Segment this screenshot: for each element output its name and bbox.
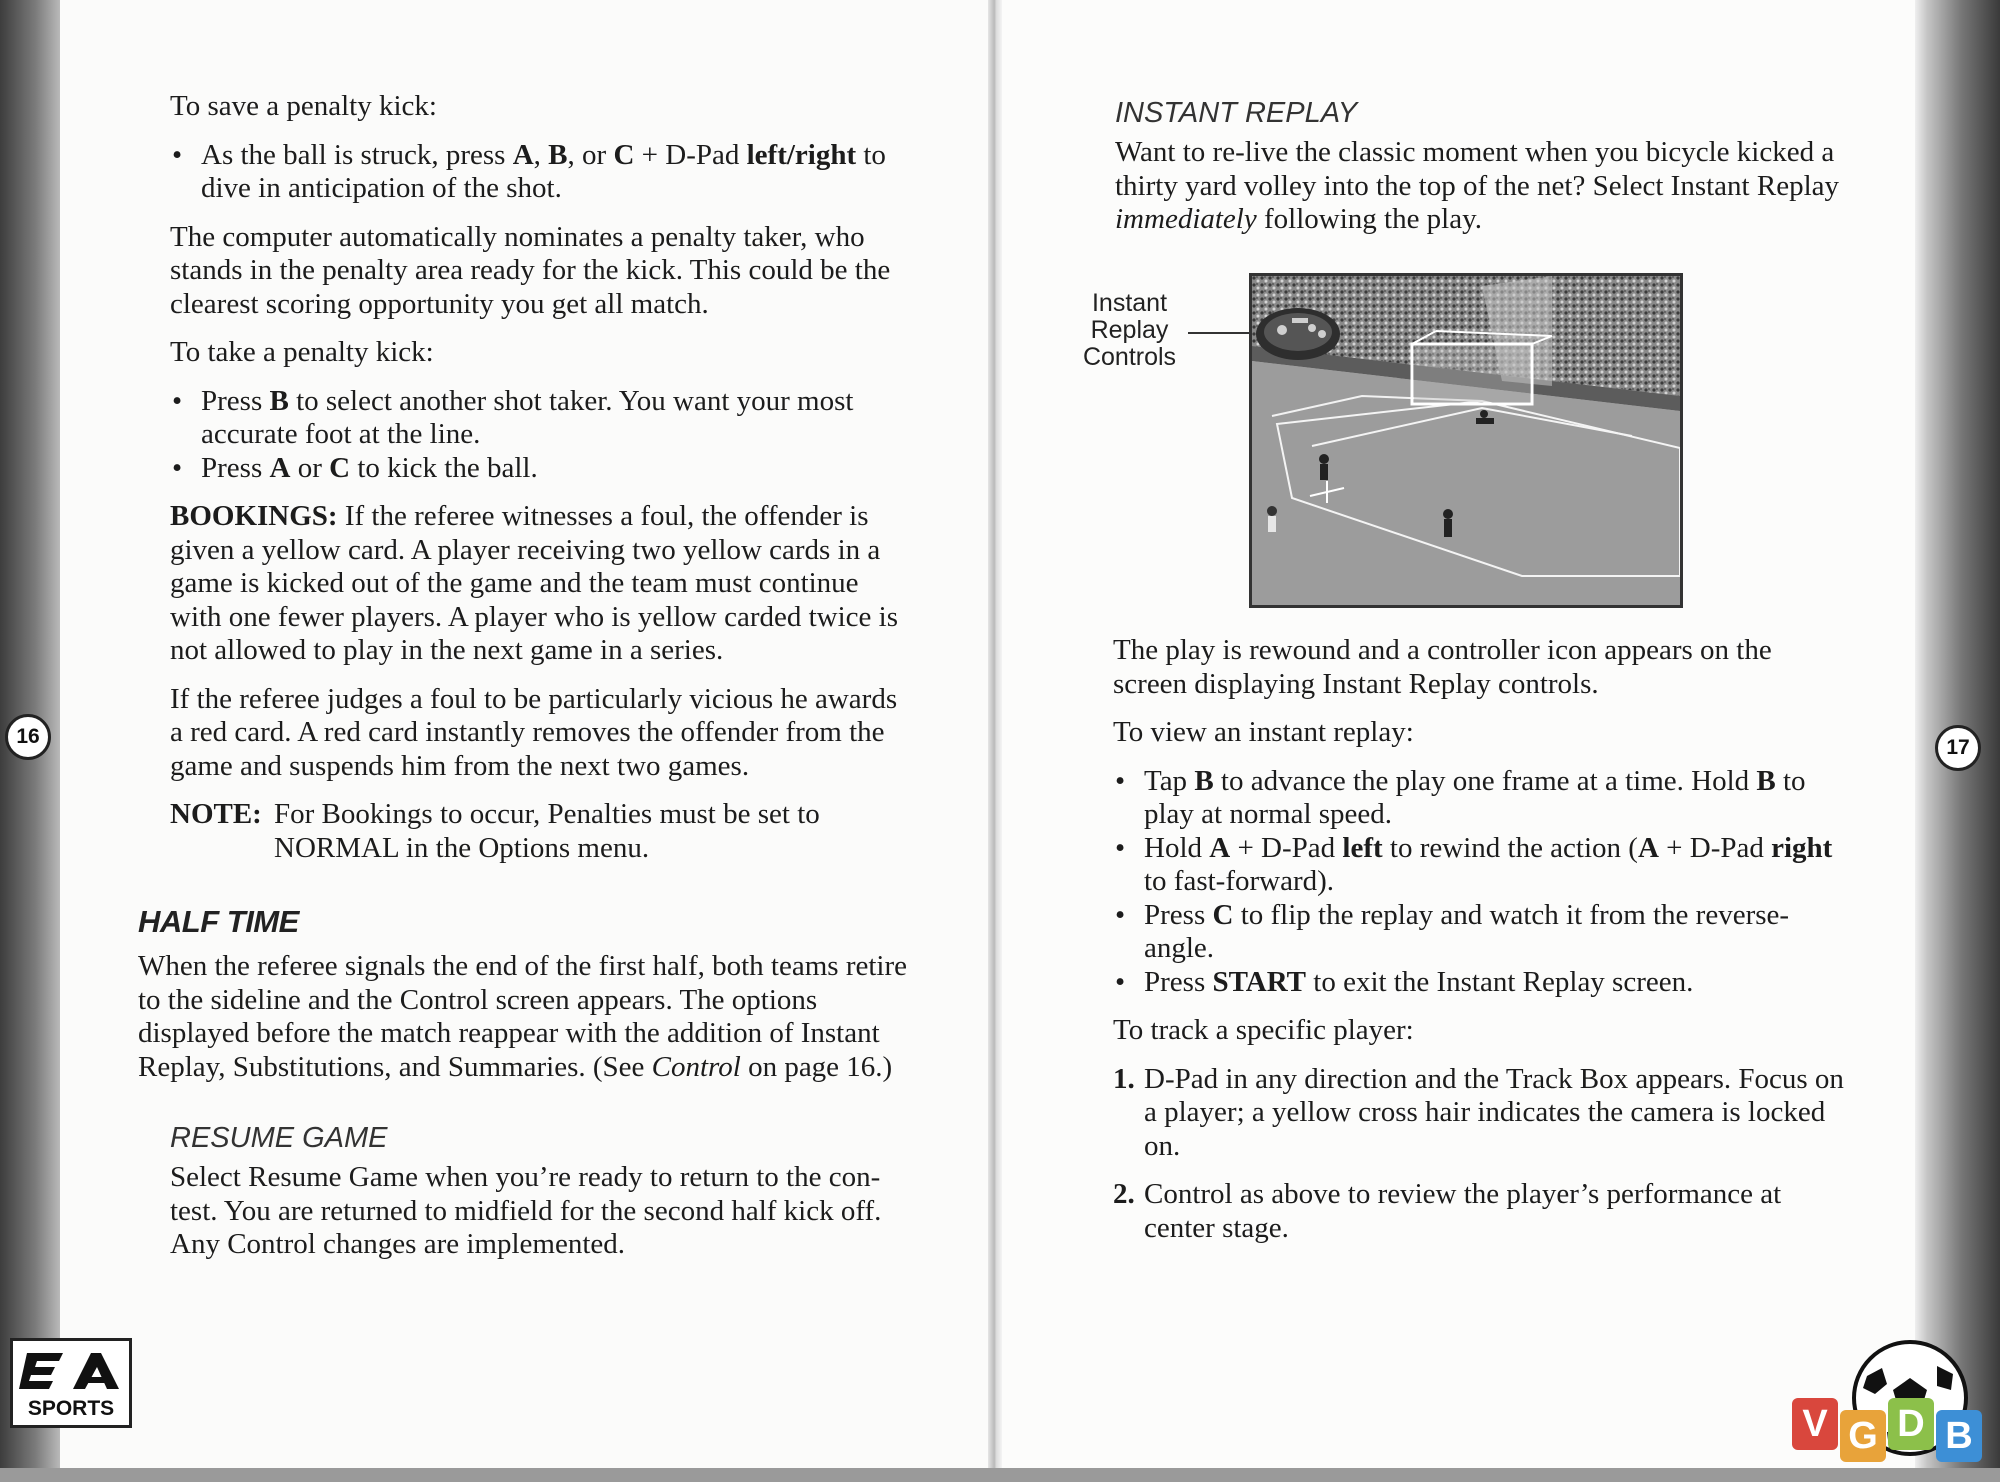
watermark-letter-b: B (1936, 1410, 1982, 1462)
book-spine (988, 0, 1002, 1472)
resume-game-paragraph: Select Resume Game when you’re ready to return to the con-test. You are returned to midfield for the second half kick off. Any Control changes are implemented. (170, 1161, 882, 1260)
half-time-paragraph: When the referee signals the end of the first half, both teams retire to the sideline and the Control screen appears. The options displayed before the match reappear with the addition of Instant Replay, Substitutions, and Summaries. (See Control on page 16.) (138, 950, 907, 1083)
watermark-letter-g: G (1840, 1410, 1886, 1462)
save-penalty-intro: To save a penalty kick: (170, 90, 437, 122)
note-text: For Bookings to occur, Penalties must be set to NORMAL in the Options menu. (274, 798, 820, 864)
instant-replay-heading: INSTANT REPLAY (1115, 97, 1358, 129)
vgdb-watermark (1787, 1336, 1997, 1466)
take-penalty-list (170, 385, 910, 486)
note-label: NOTE: (170, 798, 262, 830)
list-item: • Press START to exit the Instant Replay screen. (1113, 966, 1848, 1000)
rewound-paragraph: The play is rewound and a controller icon appears on the screen displaying Instant Replay controls. (1113, 634, 1772, 700)
page-number-17: 17 (1935, 725, 1981, 771)
scan-bottom-edge (0, 1468, 2000, 1482)
watermark-letter-d: D (1888, 1398, 1934, 1450)
view-replay-list (1113, 765, 1848, 1000)
instant-replay-paragraph: Want to re-live the classic moment when you bicycle kicked a thirty yard volley into the top of the net? Select Instant Replay immediately following the play. (1115, 136, 1840, 235)
watermark-letter-v: V (1792, 1398, 1838, 1450)
list-item: 1. D-Pad in any direction and the Track Box appears. Focus on a player; a yellow cross hair indicates the camera is locked on. (1113, 1062, 1844, 1162)
track-player-steps (1113, 1063, 1848, 1246)
list-item: 2. Control as above to review the player’s performance at center stage. (1113, 1178, 1782, 1244)
instant-replay-section (1115, 96, 1845, 252)
note-block (170, 798, 910, 865)
figure-callout-label: Instant Replay Controls (1082, 289, 1177, 371)
view-replay-intro: To view an instant replay: (1113, 716, 1414, 748)
page-number-16: 16 (5, 714, 51, 760)
bookings-label: BOOKINGS: (170, 500, 338, 532)
list-item: • Tap B to advance the play one frame at a time. Hold B to play at normal speed. (1113, 765, 1848, 832)
list-item: • Hold A + D-Pad left to rewind the action (A + D-Pad right to fast-forward). (1113, 832, 1848, 899)
stadium-scene-image (1252, 276, 1680, 605)
resume-game-heading: RESUME GAME (170, 1122, 388, 1154)
list-item: • Press A or C to kick the ball. (170, 452, 910, 486)
right-main-column (1113, 634, 1848, 1260)
ea-sports-text: SPORTS (27, 1397, 115, 1420)
track-player-intro: To track a specific player: (1113, 1014, 1414, 1046)
instant-replay-screenshot (1249, 273, 1683, 608)
ea-emblem-icon (13, 1345, 129, 1401)
take-penalty-intro: To take a penalty kick: (170, 336, 434, 368)
half-time-section (138, 904, 908, 1099)
save-penalty-list (170, 139, 910, 206)
left-top-column (170, 90, 910, 865)
list-item: • Press B to select another shot taker. You want your most accurate foot at the line. (170, 385, 910, 452)
resume-game-section (170, 1121, 910, 1277)
penalty-taker-paragraph: The computer automatically nominates a penalty taker, who stands in the penalty area ready for the kick. This could be the clearest scoring opportunity you get all match. (170, 220, 891, 320)
red-card-paragraph: If the referee judges a foul to be particularly vicious he awards a red card. A red card instantly removes the offender from the game and suspends him from the next two games. (170, 682, 898, 782)
bookings-paragraph: BOOKINGS: If the referee witnesses a foul, the offender is given a yellow card. A player receiving two yellow cards in a game is kicked out of the game and the team must continue with one fewer players. A player who is yellow carded twice is not allowed to play in the next game in a series. (170, 500, 899, 666)
list-item: • Press C to flip the replay and watch it from the reverse-angle. (1113, 899, 1848, 966)
half-time-heading: HALF TIME (138, 904, 299, 939)
list-item: • As the ball is struck, press A, B, or C + D-Pad left/right to dive in anticipation of the shot. (170, 139, 910, 206)
ea-sports-logo (10, 1338, 132, 1428)
